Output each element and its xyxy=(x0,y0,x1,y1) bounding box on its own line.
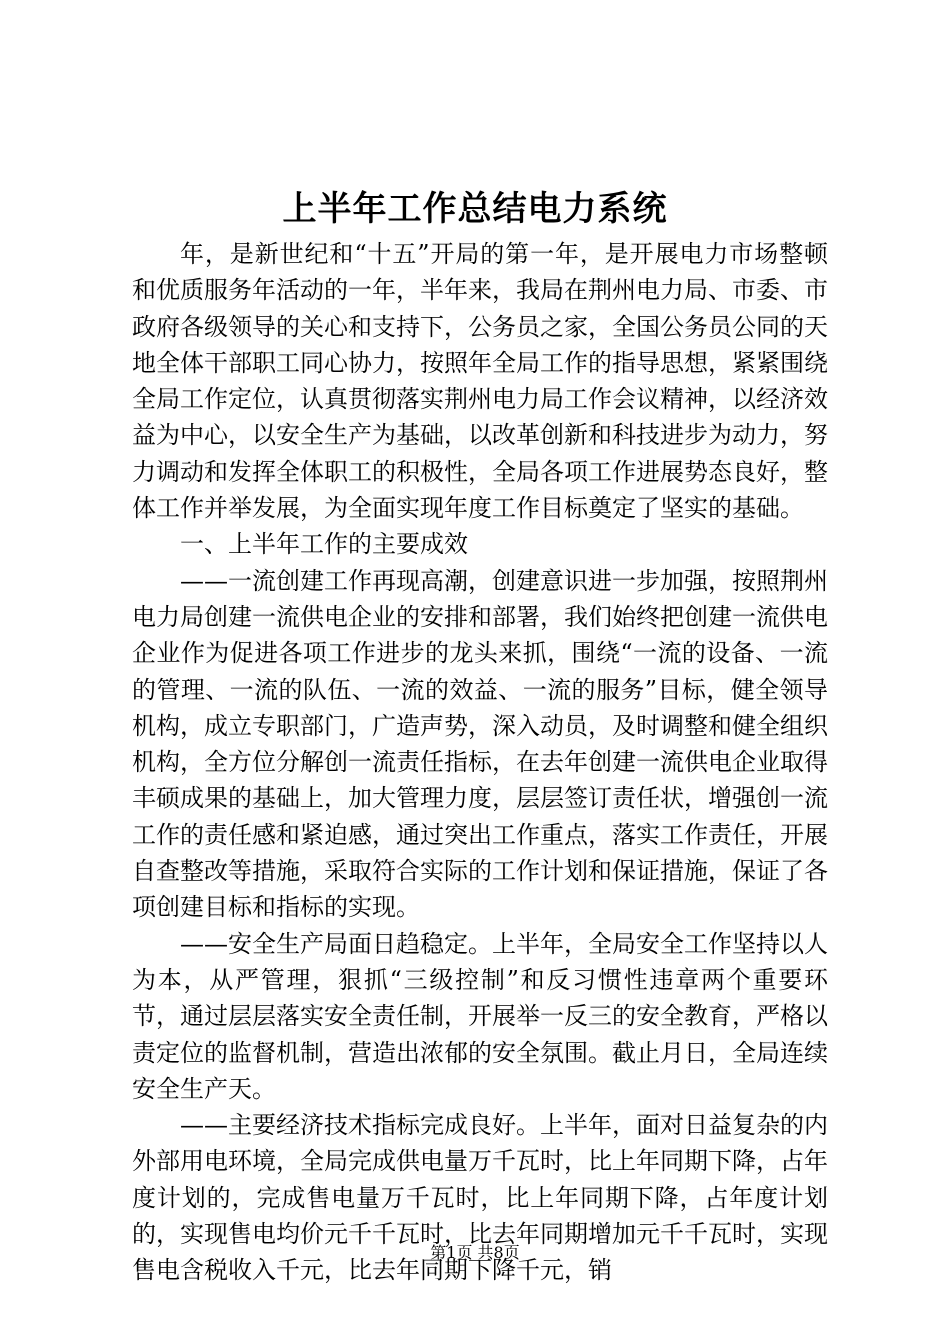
paragraph-safety-production: ——安全生产局面日趋稳定。上半年，全局安全工作坚持以人为本，从严管理，狠抓“三级控制”和反习惯性违章两个重要环节，通过层层落实安全责任制，开展举一反三的安全教育，严格以责定位的监督机制，营造出浓郁的安全氛围。截止月日，全局连续安全生产天。 xyxy=(132,929,828,1103)
paragraph-intro: 年，是新世纪和“十五”开局的第一年，是开展电力市场整顿和优质服务年活动的一年，半年来，我局在荆州电力局、市委、市政府各级领导的关心和支持下，公务员之家，全国公务员公同的天地全体干部职工同心协力，按照年全局工作的指导思想，紧紧围绕全局工作定位，认真贯彻落实荆州电力局工作会议精神，以经济效益为中心，以安全生产为基础，以改革创新和科技进步为动力，努力调动和发挥全体职工的积极性，全局各项工作进展势态良好，整体工作并举发展，为全面实现年度工作目标奠定了坚实的基础。 xyxy=(132,240,828,523)
paragraph-economic-indicators: ——主要经济技术指标完成良好。上半年，面对日益复杂的内外部用电环境，全局完成供电量万千瓦时，比上年同期下降，占年度计划的，完成售电量万千瓦时，比上年同期下降，占年度计划的，实现售电均价元千千瓦时，比去年同期增加元千千瓦时，实现售电含税收入千元，比去年同期下降千元，销 xyxy=(132,1111,828,1285)
page-footer: 第1页 共8页 xyxy=(430,1243,520,1262)
document-body xyxy=(132,236,828,1289)
section-heading: 一、上半年工作的主要成效 xyxy=(180,530,468,559)
document-title: 上半年工作总结电力系统 xyxy=(282,189,668,229)
paragraph-first-class-creation: ——一流创建工作再现高潮，创建意识进一步加强，按照荆州电力局创建一流供电企业的安排和部署，我们始终把创建一流供电企业作为促进各项工作进步的龙头来抓，围绕“一流的设备、一流的管理、一流的队伍、一流的效益、一流的服务”目标，健全领导机构，成立专职部门，广造声势，深入动员，及时调整和健全组织机构，全方位分解创一流责任指标，在去年创建一流供电企业取得丰硕成果的基础上，加大管理力度，层层签订责任状，增强创一流工作的责任感和紧迫感，通过突出工作重点，落实工作责任，开展自查整改等措施，采取符合实际的工作计划和保证措施，保证了各项创建目标和指标的实现。 xyxy=(132,566,828,922)
